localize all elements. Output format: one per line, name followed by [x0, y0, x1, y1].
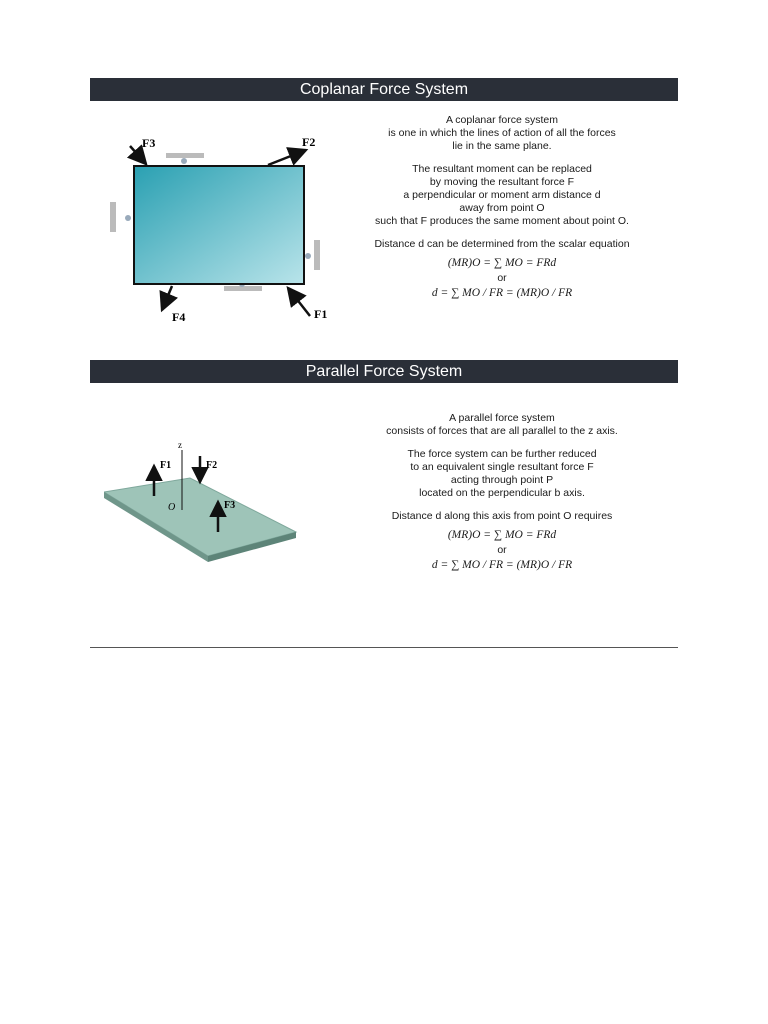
- equation-moment: (MR)O = ∑ MO = FRd: [447, 257, 557, 269]
- text-line: lie in the same plane.: [452, 140, 552, 152]
- parallel-figure: [104, 436, 304, 566]
- text-line: located on the perpendicular b axis.: [419, 487, 585, 499]
- text-line: is one in which the lines of action of all the forces: [388, 127, 616, 139]
- axis-label-z: z: [178, 440, 182, 450]
- force-label-f1: F1: [160, 460, 172, 471]
- equation-distance: d = ∑ MO / FR = (MR)O / FR: [431, 559, 573, 571]
- text-line: A coplanar force system: [445, 114, 559, 126]
- force-label-f4: F4: [172, 310, 186, 324]
- parallel-description: [352, 412, 652, 573]
- section-header-coplanar: [90, 78, 678, 101]
- section-header-parallel: [90, 360, 678, 383]
- text-line: Distance d can be determined from the scalar equation: [374, 238, 630, 250]
- text-line: produces the same moment about point O.: [429, 215, 629, 227]
- text-line: by moving the resultant force F: [429, 176, 575, 188]
- text-line: such that F: [375, 215, 427, 227]
- text-line: a perpendicular or moment arm distance d: [403, 189, 601, 201]
- or-text: or: [497, 272, 507, 284]
- section-title: Coplanar Force System: [299, 81, 469, 98]
- point-label-o: O: [168, 502, 176, 513]
- text-line: acting through point P: [450, 474, 554, 486]
- section-title: Parallel Force System: [305, 363, 463, 380]
- bottom-divider: [90, 647, 678, 648]
- text-line: Distance d along this axis from point O requires: [391, 510, 613, 522]
- force-label-f1: F1: [314, 307, 328, 321]
- force-label-f2: F2: [206, 460, 218, 471]
- coplanar-description: [352, 114, 652, 301]
- text-line: The force system can be further reduced: [407, 448, 597, 460]
- text-line: consists of forces that are all parallel to the z axis.: [386, 425, 618, 437]
- or-text: or: [497, 544, 507, 556]
- equation-moment: (MR)O = ∑ MO = FRd: [447, 529, 557, 541]
- rigid-plate: [134, 166, 304, 284]
- equation-distance: d = ∑ MO / FR = (MR)O / FR: [431, 287, 573, 299]
- force-label-f2: F2: [302, 135, 316, 149]
- force-label-f3: F3: [142, 136, 156, 150]
- text-line: to an equivalent single resultant force F: [410, 461, 594, 473]
- text-line: away from point O: [459, 202, 545, 214]
- coplanar-figure: [100, 128, 340, 324]
- text-line: A parallel force system: [449, 412, 555, 424]
- force-label-f3: F3: [224, 500, 236, 511]
- text-line: The resultant moment can be replaced: [412, 163, 592, 175]
